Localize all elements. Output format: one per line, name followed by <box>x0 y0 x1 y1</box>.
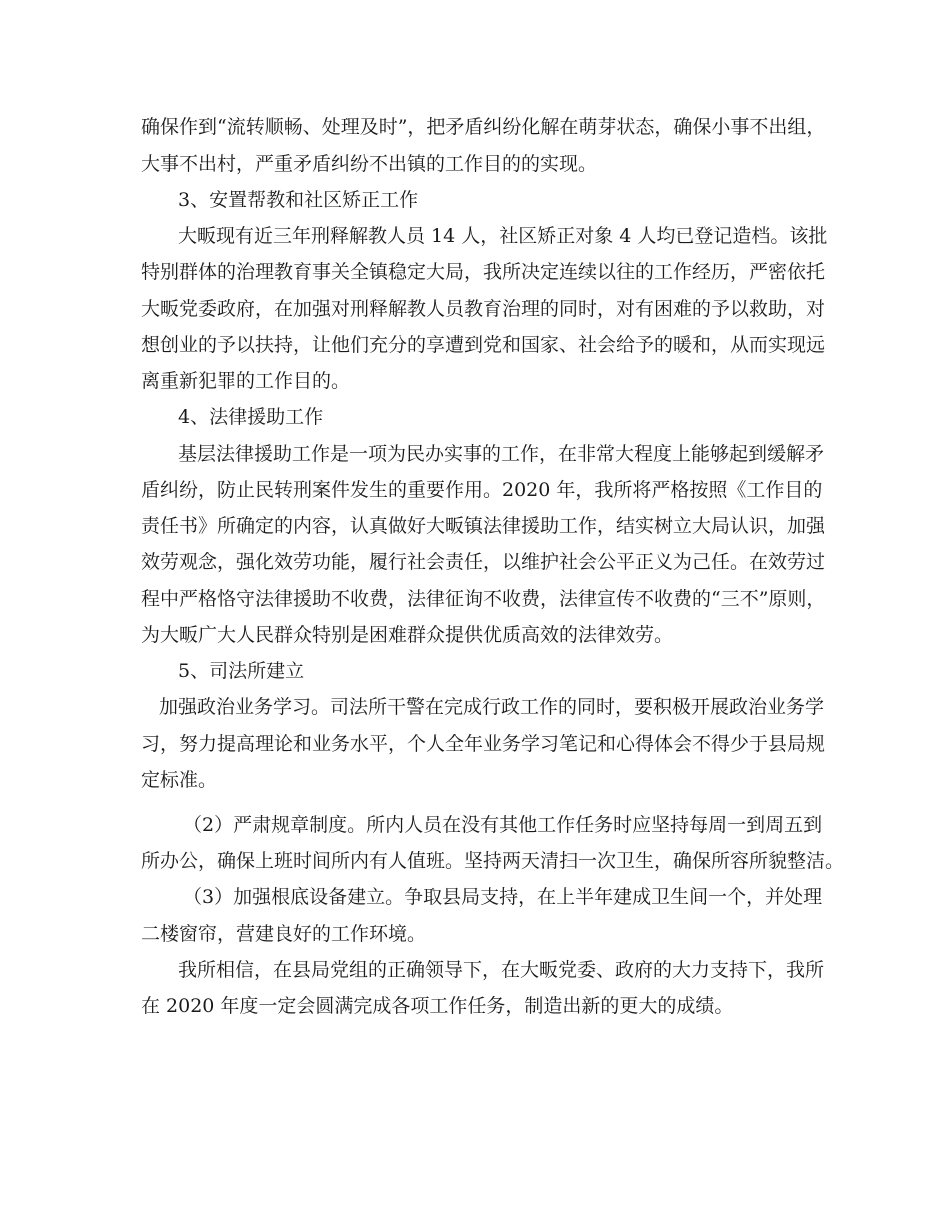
text-line: （3）加强根底设备建立。争取县局支持，在上半年建成卫生间一个，并处理 <box>183 886 823 908</box>
text-line: 二楼窗帘，营建良好的工作环境。 <box>141 923 427 945</box>
text-line: （2）严肃规章制度。所内人员在没有其他工作任务时应坚持每周一到周五到 <box>183 814 823 836</box>
section-heading: 4、法律援助工作 <box>178 406 324 428</box>
text-line: 责任书》所确定的内容，认真做好大畈镇法律援助工作，结实树立大局认识，加强 <box>141 515 826 537</box>
section-heading: 3、安置帮教和社区矫正工作 <box>178 189 419 211</box>
text-line: 习，努力提高理论和业务水平，个人全年业务学习笔记和心得体会不得少于县局规 <box>141 733 826 755</box>
text-line: 大事不出村，严重矛盾纠纷不出镇的工作目的的实现。 <box>141 153 598 175</box>
text-line: 在 2020 年度一定会圆满完成各项工作任务，制造出新的更大的成绩。 <box>141 995 734 1017</box>
text-line: 离重新犯罪的工作目的。 <box>141 370 351 392</box>
text-line: 定标准。 <box>141 769 218 791</box>
text-line: 我所相信，在县局党组的正确领导下，在大畈党委、政府的大力支持下，我所 <box>178 959 825 981</box>
text-line: 效劳观念，强化效劳功能，履行社会责任，以维护社会公平正义为己任。在效劳过 <box>141 551 826 573</box>
text-line: 特别群体的治理教育事关全镇稳定大局，我所决定连续以往的工作经历，严密依托 <box>141 261 826 283</box>
text-line: 为大畈广大人民群众特别是困难群众提供优质高效的法律效劳。 <box>141 624 674 646</box>
section-heading: 5、司法所建立 <box>178 660 305 682</box>
text-line: 程中严格恪守法律援助不收费，法律征询不收费，法律宣传不收费的“三不”原则， <box>141 588 826 610</box>
text-line: 大畈党委政府，在加强对刑释解教人员教育治理的同时，对有困难的予以救助，对 <box>141 298 826 320</box>
text-line: 基层法律援助工作是一项为民办实事的工作，在非常大程度上能够起到缓解矛 <box>178 443 825 465</box>
text-line: 确保作到“流转顺畅、处理及时”，把矛盾纠纷化解在萌芽状态，确保小事不出组， <box>141 116 826 138</box>
text-line: 大畈现有近三年刑释解教人员 14 人，社区矫正对象 4 人均已登记造档。该批 <box>178 225 828 247</box>
text-line: 加强政治业务学习。司法所干警在完成行政工作的同时，要积极开展政治业务学 <box>159 696 825 718</box>
text-line: 所办公，确保上班时间所内有人值班。坚持两天清扫一次卫生，确保所容所貌整洁。 <box>141 850 845 872</box>
text-line: 盾纠纷，防止民转刑案件发生的重要作用。2020 年，我所将严格按照《工作目的 <box>141 479 823 501</box>
text-line: 想创业的予以扶持，让他们充分的享遭到党和国家、社会给予的暖和，从而实现远 <box>141 334 826 356</box>
